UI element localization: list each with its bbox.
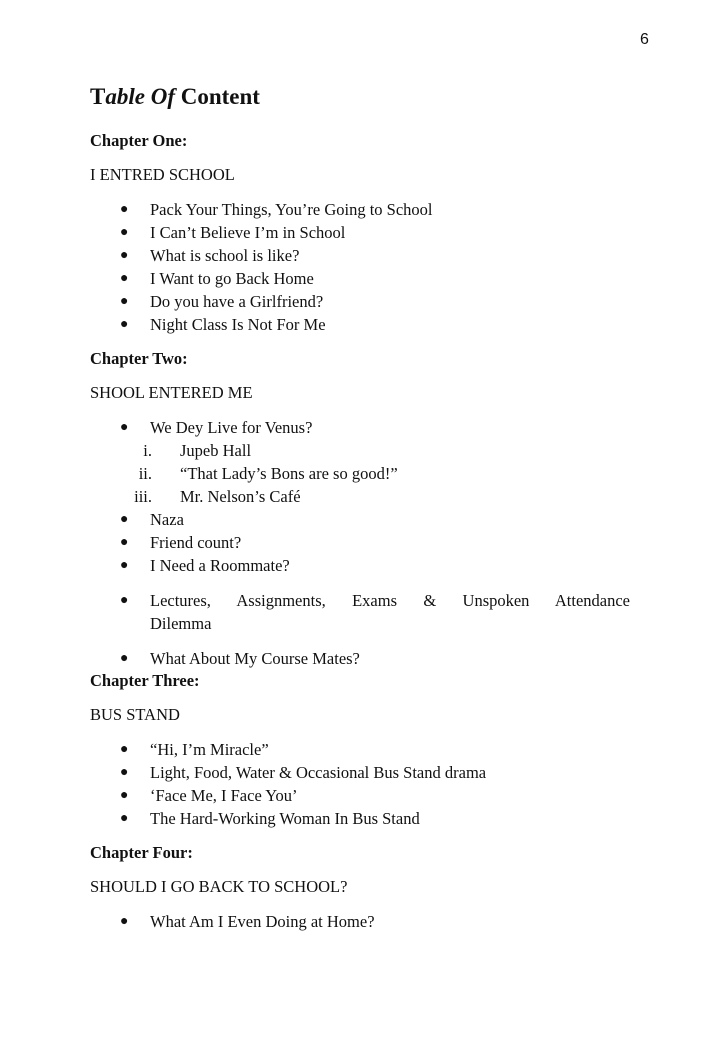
chapter-subtitle: SHOULD I GO BACK TO SCHOOL?: [90, 877, 348, 896]
chapter-three: [90, 670, 630, 830]
bullet-icon: ●: [120, 742, 129, 757]
bullet-icon: ●: [120, 202, 129, 217]
bullet-icon: ●: [120, 271, 129, 286]
list-item: [90, 313, 630, 336]
list-item-text: I Need a Roommate?: [150, 556, 290, 575]
list-item: [90, 290, 630, 313]
bullet-icon: ●: [120, 512, 129, 527]
bullet-icon: ●: [120, 914, 129, 929]
chapter-one: [90, 130, 630, 336]
list-item: [90, 508, 630, 531]
chapter-subtitle: BUS STAND: [90, 705, 180, 724]
chapter-item-list: [90, 416, 630, 439]
bullet-icon: ●: [120, 811, 129, 826]
sub-list-item: [90, 439, 630, 462]
chapter-subtitle: SHOOL ENTERED ME: [90, 383, 253, 402]
bullet-icon: ●: [120, 765, 129, 780]
document-title: [90, 82, 630, 112]
title-part: able: [105, 84, 151, 109]
roman-numeral: iii.: [134, 487, 152, 506]
list-item-text: Night Class Is Not For Me: [150, 315, 326, 334]
title-part: T: [90, 84, 106, 109]
list-item-text-line: Lectures, Assignments, Exams & Unspoken Attendance: [150, 591, 630, 610]
bullet-icon: ●: [120, 317, 129, 332]
sub-item-text: Jupeb Hall: [180, 441, 252, 460]
chapter-heading: Chapter Three:: [90, 671, 200, 690]
bullet-icon: ●: [120, 535, 129, 550]
roman-numeral: i.: [143, 441, 152, 460]
list-item: [90, 198, 630, 221]
bullet-icon: ●: [120, 651, 129, 666]
list-item: [90, 267, 630, 290]
list-item-text: Do you have a Girlfriend?: [150, 292, 324, 311]
list-item: [90, 554, 630, 577]
sub-list-item: [90, 485, 630, 508]
bullet-icon: ●: [120, 420, 129, 435]
list-item: [90, 761, 630, 784]
list-item-text: I Want to go Back Home: [150, 269, 314, 288]
sub-item-text: Mr. Nelson’s Café: [180, 487, 301, 506]
chapter-four: [90, 842, 630, 933]
list-item-text: Naza: [150, 510, 184, 529]
chapter-item-list: [90, 910, 630, 933]
page-number: 6: [640, 31, 649, 48]
sub-item-text: “That Lady’s Bons are so good!”: [180, 464, 398, 483]
list-item: [90, 738, 630, 761]
bullet-icon: ●: [120, 788, 129, 803]
list-item: [90, 244, 630, 267]
list-item-text: I Can’t Believe I’m in School: [150, 223, 346, 242]
sub-list-item: [90, 462, 630, 485]
list-item-text: What Am I Even Doing at Home?: [150, 912, 375, 931]
bullet-icon: ●: [120, 248, 129, 263]
chapter-item-list: [90, 198, 630, 336]
bullet-icon: ●: [120, 593, 129, 608]
list-item-text: What About My Course Mates?: [150, 649, 360, 668]
table-of-contents: [90, 82, 630, 945]
list-item: [90, 807, 630, 830]
bullet-icon: ●: [120, 225, 129, 240]
list-item: [90, 221, 630, 244]
list-item: [90, 910, 630, 933]
list-item-text: Pack Your Things, You’re Going to School: [150, 200, 433, 219]
chapter-two: [90, 348, 630, 670]
chapter-item-list: [90, 589, 630, 635]
chapter-subtitle: I ENTRED SCHOOL: [90, 165, 235, 184]
sub-item-list: [90, 439, 630, 508]
list-item-text: Friend count?: [150, 533, 242, 552]
list-item: [90, 784, 630, 807]
title-part: ontent: [197, 84, 260, 109]
list-item: [90, 647, 630, 670]
chapter-item-list: [90, 647, 630, 670]
list-item: [90, 531, 630, 554]
chapter-heading: Chapter Two:: [90, 349, 188, 368]
list-item-text: “Hi, I’m Miracle”: [150, 740, 269, 759]
roman-numeral: ii.: [138, 464, 152, 483]
chapter-heading: Chapter One:: [90, 131, 188, 150]
list-item-text: ‘Face Me, I Face You’: [150, 786, 298, 805]
title-part: C: [180, 84, 198, 109]
list-item-text: What is school is like?: [150, 246, 300, 265]
list-item-text-line: Dilemma: [150, 614, 212, 633]
title-part: Of: [150, 84, 181, 109]
list-item: [90, 589, 630, 635]
chapter-item-list: [90, 508, 630, 577]
bullet-icon: ●: [120, 294, 129, 309]
list-item: [90, 416, 630, 439]
bullet-icon: ●: [120, 558, 129, 573]
chapter-item-list: [90, 738, 630, 830]
list-item-text: Light, Food, Water & Occasional Bus Stand drama: [150, 763, 487, 782]
list-item-text: We Dey Live for Venus?: [150, 418, 313, 437]
chapter-heading: Chapter Four:: [90, 843, 193, 862]
list-item-text: The Hard-Working Woman In Bus Stand: [150, 809, 420, 828]
